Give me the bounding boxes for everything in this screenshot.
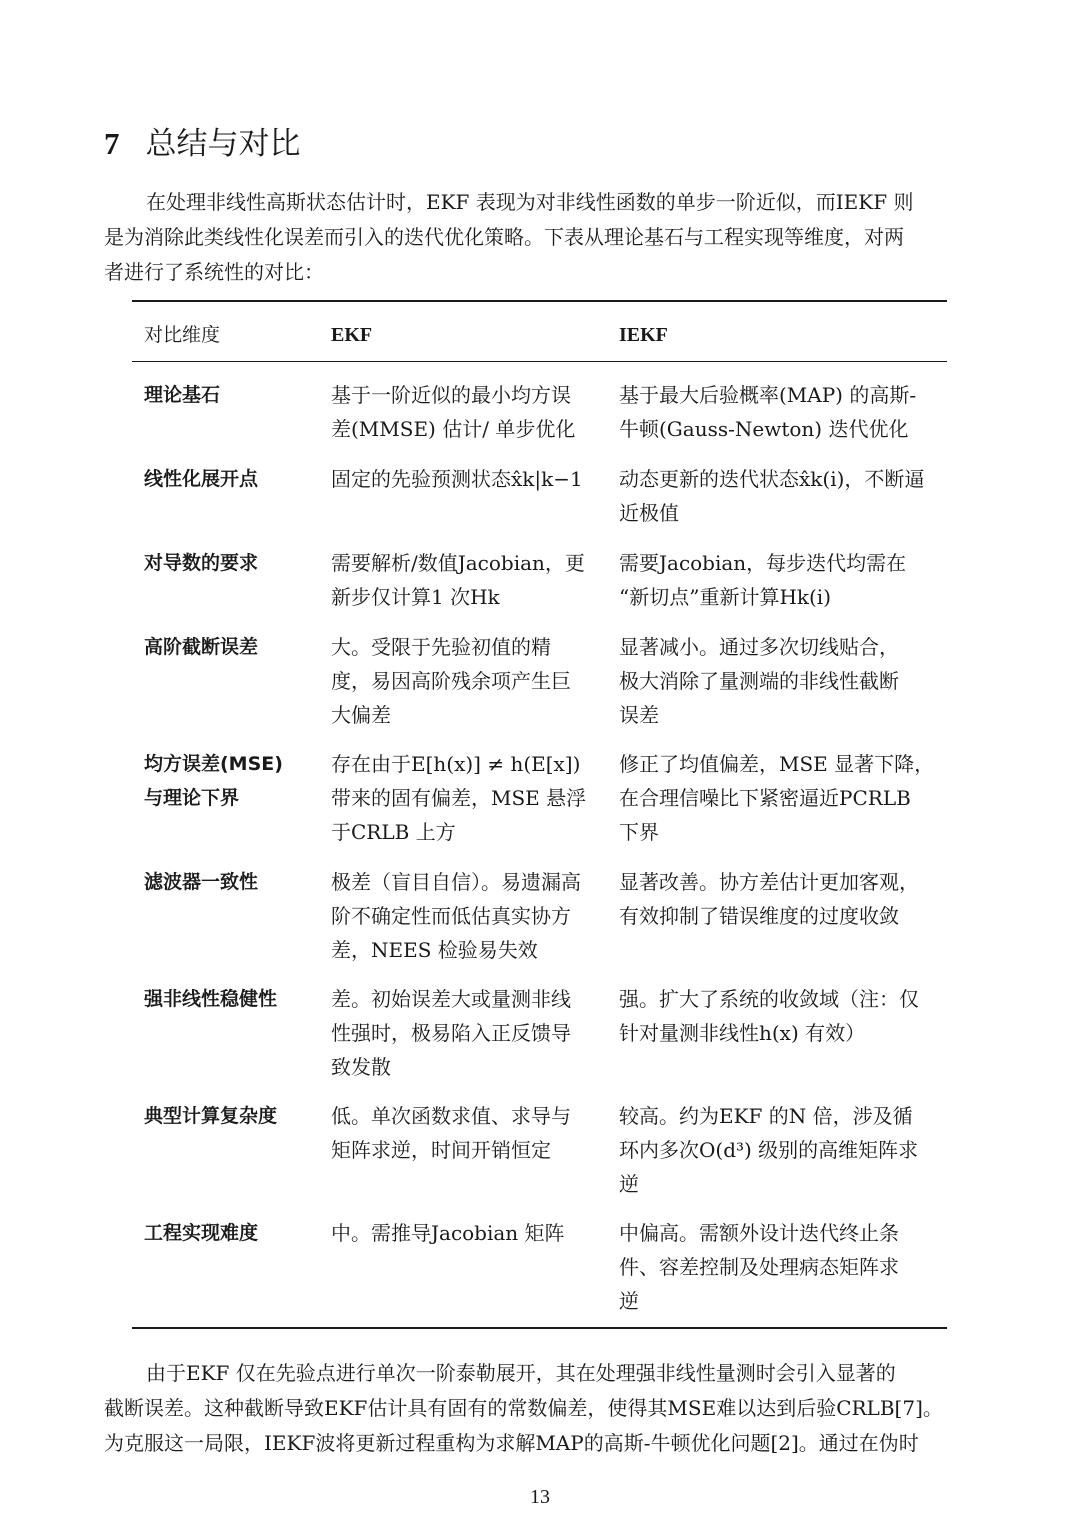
text-line: 者进行了系统性的对比： (104, 260, 324, 284)
cell-line: 极大消除了量测端的非线性截断 (619, 669, 899, 693)
iekf-cell (619, 462, 949, 530)
cell-line: 基于最大后验概率(MAP) 的高斯- (619, 383, 917, 407)
cell-line: 环内多次O(d³) 级别的高维矩阵求 (619, 1138, 919, 1162)
cell-line: 理论基石 (144, 384, 221, 406)
ekf-cell (331, 462, 599, 496)
dimension-cell (144, 747, 314, 815)
ekf-cell (331, 630, 599, 732)
cell-line: 与理论下界 (144, 787, 240, 809)
cell-line: 矩阵求逆，时间开销恒定 (331, 1138, 551, 1162)
cell-line: 工程实现难度 (144, 1222, 259, 1244)
iekf-cell (619, 1099, 949, 1201)
ekf-cell (331, 546, 599, 614)
cell-line: 致发散 (331, 1055, 391, 1079)
text-line: 由于EKF 仅在先验点进行单次一阶泰勒展开，其在处理强非线性量测时会引入显著的 (146, 1361, 896, 1385)
cell-line: 滤波器一致性 (144, 871, 259, 893)
table-top-rule (132, 300, 947, 302)
section-heading (104, 122, 301, 166)
cell-line: 牛顿(Gauss-Newton) 迭代优化 (619, 417, 909, 441)
cell-line: 性强时，极易陷入正反馈导 (331, 1021, 571, 1045)
cell-line: 差。初始误差大或量测非线 (331, 987, 571, 1011)
cell-line: 需要解析/数值Jacobian，更 (331, 551, 585, 575)
dimension-cell (144, 462, 314, 496)
dimension-cell (144, 378, 314, 412)
cell-line: 线性化展开点 (144, 468, 259, 490)
header-ekf: EKF (331, 324, 373, 346)
iekf-cell (619, 378, 949, 446)
ekf-cell (331, 865, 599, 967)
ekf-cell (331, 747, 599, 849)
iekf-cell (619, 546, 949, 614)
cell-line: 逆 (619, 1172, 639, 1196)
table-header-rule (132, 361, 947, 362)
cell-line: 强。扩大了系统的收敛域（注：仅 (619, 987, 919, 1011)
dimension-cell (144, 982, 314, 1016)
cell-line: 强非线性稳健性 (144, 988, 278, 1010)
cell-line: 较高。约为EKF 的N 倍，涉及循 (619, 1104, 913, 1128)
cell-line: 固定的先验预测状态x̂k|k−1 (331, 467, 583, 491)
cell-line: 极差（盲目自信）。易遗漏高 (331, 870, 581, 894)
cell-line: 阶不确定性而低估真实协方 (331, 904, 571, 928)
cell-line: 显著减小。通过多次切线贴合， (619, 635, 899, 659)
cell-line: “新切点”重新计算Hk(i) (619, 585, 832, 609)
table-bottom-rule (132, 1327, 947, 1329)
header-iekf: IEKF (619, 324, 668, 346)
iekf-cell (619, 747, 949, 849)
cell-line: 存在由于E[h(x)] ≠ h(E[x]) (331, 752, 581, 776)
cell-line: 修正了均值偏差，MSE 显著下降， (619, 752, 935, 776)
dimension-cell (144, 865, 314, 899)
dimension-cell (144, 630, 314, 664)
cell-line: 于CRLB 上方 (331, 820, 456, 844)
cell-line: 误差 (619, 703, 659, 727)
cell-line: 中偏高。需额外设计迭代终止条 (619, 1221, 899, 1245)
dimension-cell (144, 1099, 314, 1133)
cell-line: 低。单次函数求值、求导与 (331, 1104, 571, 1128)
cell-line: 差(MMSE) 估计/ 单步优化 (331, 417, 576, 441)
cell-line: 在合理信噪比下紧密逼近PCRLB (619, 786, 911, 810)
dimension-cell (144, 1216, 314, 1250)
cell-line: 差，NEES 检验易失效 (331, 938, 538, 962)
cell-line: 带来的固有偏差，MSE 悬浮 (331, 786, 587, 810)
text-line: 是为消除此类线性化误差而引入的迭代优化策略。下表从理论基石与工程实现等维度，对两 (104, 225, 904, 249)
cell-line: 典型计算复杂度 (144, 1105, 278, 1127)
cell-line: 均方误差(MSE) (144, 753, 283, 775)
section-title: 总结与对比 (145, 126, 301, 162)
cell-line: 针对量测非线性h(x) 有效） (619, 1021, 866, 1045)
cell-line: 显著改善。协方差估计更加客观， (619, 870, 919, 894)
text-line: 为克服这一局限，IEKF波将更新过程重构为求解MAP的高斯-牛顿优化问题[2]。通过在伪时 (104, 1431, 919, 1455)
cell-line: 新步仅计算1 次Hk (331, 585, 500, 609)
cell-line: 大。受限于先验初值的精 (331, 635, 551, 659)
ekf-cell (331, 1216, 599, 1250)
cell-line: 大偏差 (331, 703, 391, 727)
text-line: 在处理非线性高斯状态估计时，EKF 表现为对非线性函数的单步一阶近似，而IEKF 则 (146, 190, 914, 214)
ekf-cell (331, 1099, 599, 1167)
dimension-cell (144, 546, 314, 580)
cell-line: 逆 (619, 1289, 639, 1313)
ekf-cell (331, 982, 599, 1084)
page-number: 13 (530, 1486, 550, 1508)
cell-line: 动态更新的迭代状态x̂k(i)，不断逼 (619, 467, 925, 491)
iekf-cell (619, 982, 949, 1050)
cell-line: 需要Jacobian，每步迭代均需在 (619, 551, 907, 575)
cell-line: 中。需推导Jacobian 矩阵 (331, 1221, 565, 1245)
cell-line: 有效抑制了错误维度的过度收敛 (619, 904, 899, 928)
section-number: 7 (104, 126, 120, 161)
cell-line: 对导数的要求 (144, 552, 259, 574)
intro-paragraph (104, 185, 978, 290)
header-dimension: 对比维度 (144, 324, 221, 346)
iekf-cell (619, 630, 949, 732)
cell-line: 度，易因高阶残余项产生巨 (331, 669, 571, 693)
ekf-cell (331, 378, 599, 446)
cell-line: 件、容差控制及处理病态矩阵求 (619, 1255, 899, 1279)
outro-paragraph (104, 1356, 978, 1461)
text-line: 截断误差。这种截断导致EKF估计具有固有的常数偏差，使得其MSE难以达到后验CRLB[7]。 (104, 1396, 943, 1420)
cell-line: 近极值 (619, 501, 679, 525)
cell-line: 高阶截断误差 (144, 636, 259, 658)
iekf-cell (619, 1216, 949, 1318)
cell-line: 下界 (619, 820, 659, 844)
iekf-cell (619, 865, 949, 933)
cell-line: 基于一阶近似的最小均方误 (331, 383, 571, 407)
